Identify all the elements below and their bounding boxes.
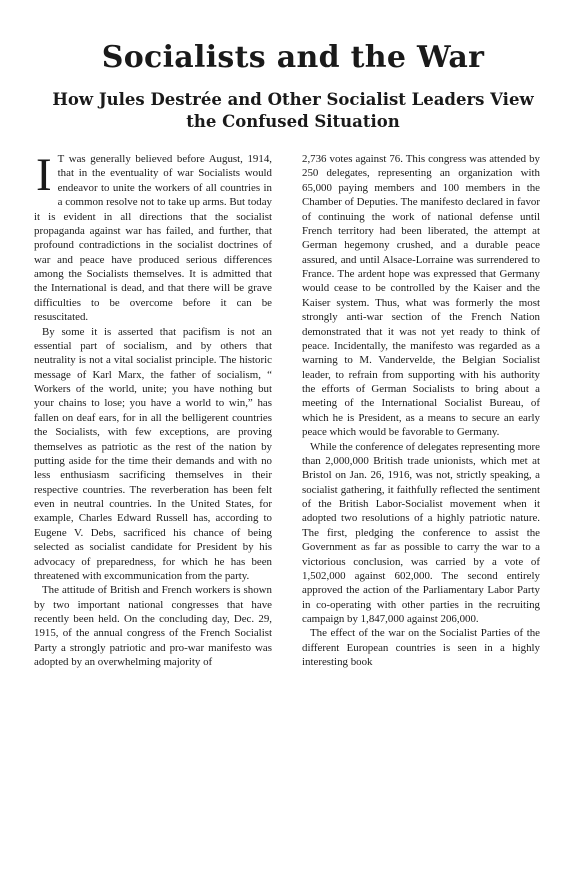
article-subtitle: How Jules Destrée and Other Socialist Leaders View the Confused Situation — [52, 90, 534, 131]
left-paragraph-1 — [34, 149, 272, 325]
left-paragraph-3: The attitude of British and French workers is shown by two important national congresses that have recently been held. On the concluding day, Dec. 29, 1915, of the annual congress of the French Socialist Party a strongly patriotic and pro-war manifesto was adopted by an overwhelming majority of — [34, 584, 272, 669]
left-paragraph-2: By some it is asserted that pacifism is not an essential part of socialism, and by others that neutrality is not a vital socialist principle. The historic message of Karl Marx, the father of socialism, “ Workers of the world, unite; you have nothing but your chains to lose; you have a world to win,” has fallen on deaf ears, for in all the belligerent countries the Socialists, with few exceptions, are proving themselves as patriotic as the rest of the nation by putting aside for the time their demands and with no less enthusiasm sacrificing themselves in their respective countries. The reverberation has been felt even in neutral countries. In the United States, for example, Charles Edward Russell has, according to Eugene V. Debs, sacrificed his chance of being selected as socialist candidate for President by his advocacy of preparedness, for which he has been threatened with excommunication from the party. — [34, 325, 272, 582]
right-paragraph-1: 2,736 votes against 76. This congress was attended by 250 delegates, representing an organization with 65,000 paying members and 100 members in the Chamber of Deputies. The manifesto declared in favor of continuing the work of national defense until French territory had been liberated, the attempt at German hegemony crushed, and a durable peace assured, and until Alsace-Lorraine was surrendered to France. The ardent hope was expressed that Germany would cease to be controlled by the Kaiser and the Kaiser system. Thus, what was formerly the most strongly anti-war section of the French Nation demonstrated that it was not yet ready to think of peace. Incidentally, the manifesto was regarded as a warning to M. Vandervelde, the Belgian Socialist leader, to refrain from supporting with his authority the efforts of German Socialists to bring about a meeting of the International Socialist Bureau, of which he is President, as a means to secure an early peace which would be favorable to Germany. — [302, 153, 540, 439]
article-title: Socialists and the War — [101, 40, 485, 75]
right-paragraph-2: While the conference of delegates representing more than 2,000,000 British trade unionists, which met at Bristol on Jan. 26, 1916, was not, strictly speaking, a socialist gathering, it faithfully reflected the sentiment of the British Labor-Socialist movement when it adopted two resolutions of a highly patriotic nature. The first, pledging the conference to assist the Government as far as possible to carry the war to a victorious conclusion, was carried by a vote of 1,502,000 against 602,000. The second entirely approved the action of the Parliamentary Labor Party in co-operating with other parties in the recruiting campaign by 1,847,000 against 206,000. — [302, 440, 540, 625]
right-column — [302, 152, 540, 670]
right-paragraph-3: The effect of the war on the Socialist Parties of the different European countries is seen in a highly interesting book — [302, 627, 540, 669]
left-paragraph-1-text: T was generally believed before August, 1914, that in the eventuality of war Socialists would endeavor to unite the workers of all countries in a common resolve not to take up arms. But today it is evident in all directions that the socialist propaganda against war has failed, and further, that profound contradictions in the socialist doctrines of war and peace have produced serious differences among the Socialists themselves. It is admitted that the International is dead, and that there will be grave difficulties to be overcome before it can be resuscitated. — [34, 153, 272, 324]
drop-cap: I — [36, 149, 52, 201]
left-column — [34, 149, 272, 670]
